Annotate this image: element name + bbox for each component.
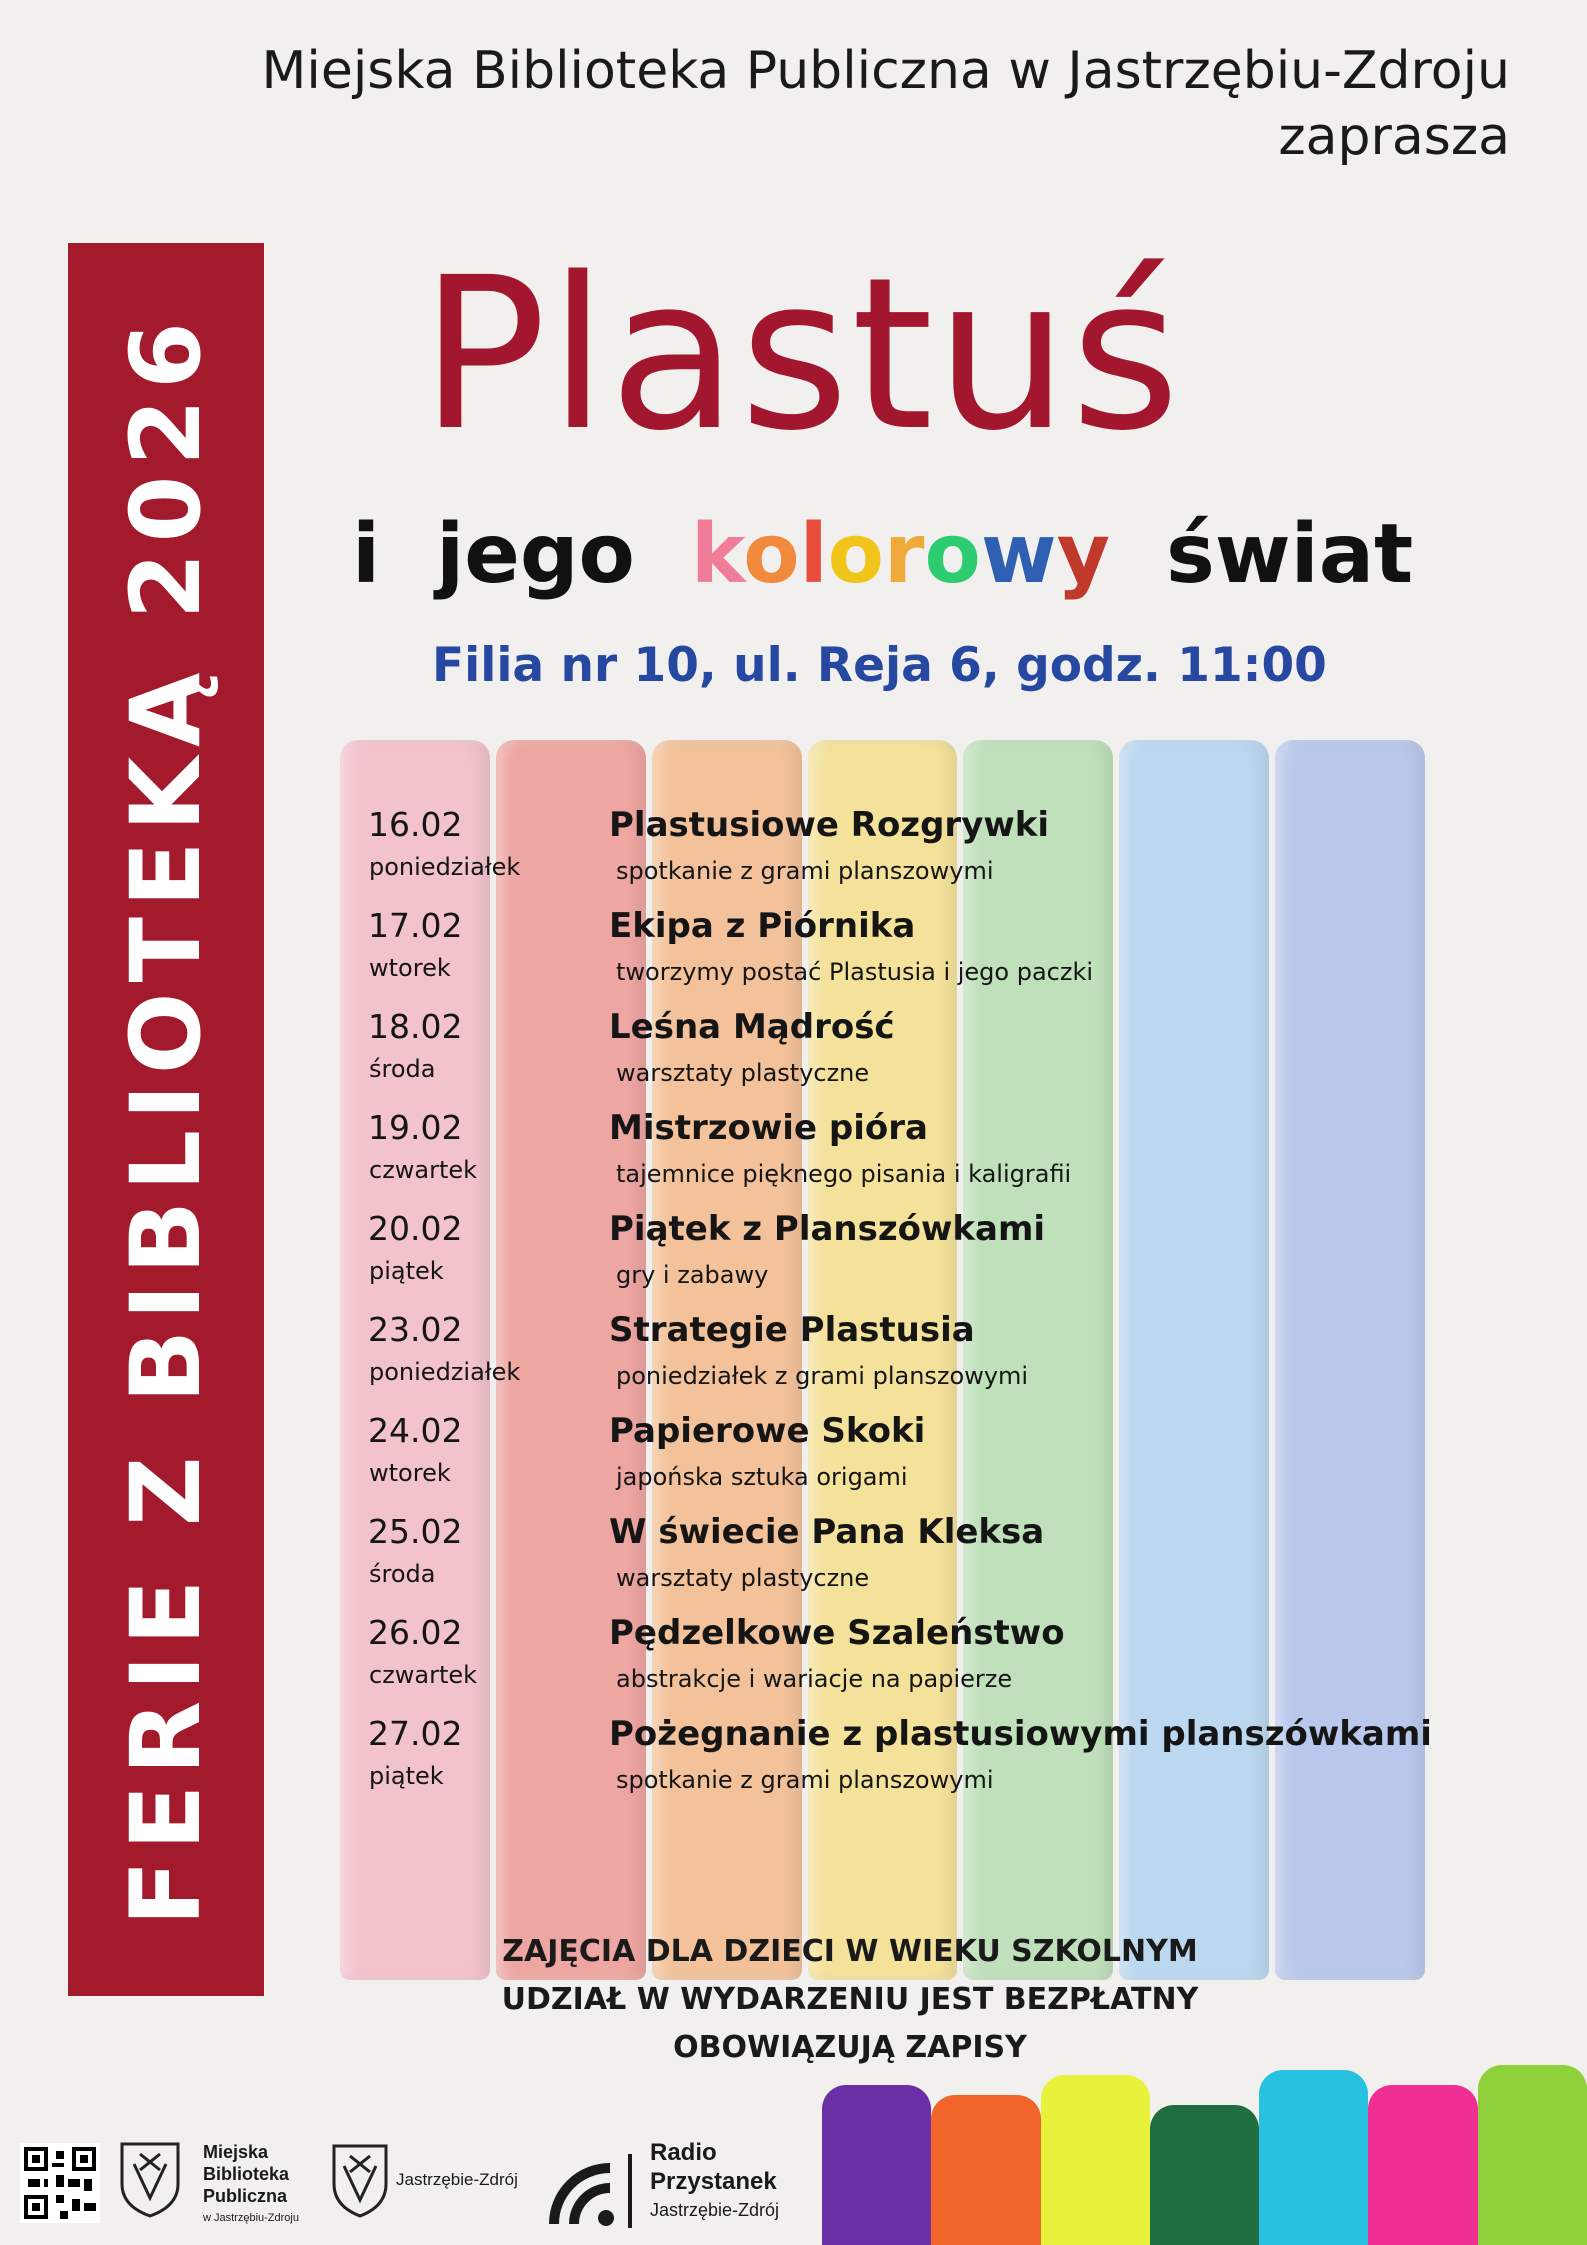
schedule-event-desc: spotkanie z grami planszowymi	[616, 1766, 994, 1794]
schedule-event-desc: tworzymy postać Plastusia i jego paczki	[616, 958, 1094, 986]
schedule-row	[368, 906, 1428, 1007]
library-logo-subline: w Jastrzębiu-Zdroju	[203, 2212, 299, 2224]
city-crest-icon	[330, 2142, 390, 2218]
schedule-row	[368, 1411, 1428, 1512]
schedule-day: piątek	[369, 1762, 444, 1790]
clay-strip	[1368, 2085, 1477, 2245]
library-logo-line: Biblioteka	[203, 2164, 290, 2184]
schedule-event-desc: tajemnice pięknego pisania i kaligrafii	[616, 1160, 1072, 1188]
schedule-row	[368, 1007, 1428, 1108]
schedule-event-name: W świecie Pana Kleksa	[609, 1512, 1045, 1552]
subtitle-word-2: jego	[436, 507, 635, 602]
clay-strip	[931, 2095, 1040, 2245]
radio-logo-text	[650, 2138, 779, 2225]
qr-code-icon[interactable]	[20, 2143, 100, 2223]
schedule-event-name: Pożegnanie z plastusiowymi planszówkami	[609, 1714, 1432, 1754]
schedule-day: wtorek	[369, 954, 451, 982]
schedule-date: 18.02	[368, 1007, 463, 1046]
schedule-date: 20.02	[368, 1209, 463, 1248]
schedule-day: środa	[369, 1560, 436, 1588]
clay-strip	[1478, 2065, 1587, 2245]
city-name: Jastrzębie-Zdrój	[396, 2170, 518, 2189]
info-line-free: UDZIAŁ W WYDARZENIU JEST BEZPŁATNY	[501, 1982, 1199, 2017]
colorful-letter: r	[884, 507, 925, 602]
schedule-event-desc: gry i zabawy	[616, 1261, 769, 1289]
schedule-event-name: Pędzelkowe Szaleństwo	[609, 1613, 1065, 1653]
radio-logo-subline: Jastrzębie-Zdrój	[650, 2200, 780, 2220]
organizer-name: Miejska Biblioteka Publiczna w Jastrzębiu-Zdroju	[261, 41, 1510, 101]
schedule-list	[368, 805, 1432, 1815]
schedule-date: 23.02	[368, 1310, 463, 1349]
subtitle-word-1: i	[352, 507, 381, 602]
schedule-event-name: Ekipa z Piórnika	[609, 906, 916, 946]
sidebar-label: FERIE Z BIBLIOTEKĄ 2026	[110, 312, 222, 1926]
schedule-event-name: Leśna Mądrość	[609, 1007, 895, 1047]
schedule-date: 16.02	[368, 805, 463, 844]
schedule-day: poniedziałek	[369, 853, 521, 881]
schedule-day: wtorek	[369, 1459, 451, 1487]
schedule-event-desc: poniedziałek z grami planszowymi	[616, 1362, 1029, 1390]
radio-logo-line: Radio	[650, 2139, 717, 2166]
schedule-event-name: Mistrzowie pióra	[609, 1108, 928, 1148]
schedule-event-name: Plastusiowe Rozgrywki	[609, 805, 1050, 845]
radio-signal-icon	[544, 2148, 634, 2228]
schedule-event-name: Papierowe Skoki	[609, 1411, 926, 1451]
info-block	[400, 1928, 1300, 2072]
schedule-day: poniedziałek	[369, 1358, 521, 1386]
colorful-letter: w	[980, 507, 1057, 602]
clay-strip	[822, 2085, 931, 2245]
schedule-date: 17.02	[368, 906, 463, 945]
schedule-date: 26.02	[368, 1613, 463, 1652]
event-location: Filia nr 10, ul. Reja 6, godz. 11:00	[432, 638, 1327, 693]
info-line-age: ZAJĘCIA DLA DZIECI W WIEKU SZKOLNYM	[502, 1934, 1198, 1969]
schedule-row	[368, 1512, 1428, 1613]
schedule-day: środa	[369, 1055, 436, 1083]
colorful-letter: o	[924, 507, 981, 602]
organizer-block	[60, 38, 1510, 170]
schedule-event-desc: warsztaty plastyczne	[616, 1059, 870, 1087]
schedule-row	[368, 1714, 1432, 1815]
schedule-date: 25.02	[368, 1512, 463, 1551]
schedule-day: czwartek	[369, 1156, 478, 1184]
schedule-event-desc: japońska sztuka origami	[616, 1463, 908, 1491]
schedule-event-desc: warsztaty plastyczne	[616, 1564, 870, 1592]
colorful-letter: o	[827, 507, 885, 602]
schedule-event-desc: abstrakcje i wariacje na papierze	[616, 1665, 1013, 1693]
clay-strip	[1041, 2075, 1150, 2245]
clay-strip	[1150, 2105, 1259, 2245]
schedule-row	[368, 1209, 1428, 1310]
colorful-letter: y	[1056, 507, 1111, 602]
info-line-registration: OBOWIĄZUJĄ ZAPISY	[673, 2030, 1027, 2065]
schedule-date: 27.02	[368, 1714, 463, 1753]
subtitle-word-colorful	[691, 507, 1110, 602]
library-logo-line: Miejska	[203, 2142, 269, 2162]
schedule-event-name: Strategie Plastusia	[609, 1310, 975, 1350]
schedule-row	[368, 1108, 1428, 1209]
colorful-letter: l	[799, 507, 828, 602]
subtitle-word-4: świat	[1166, 507, 1414, 602]
schedule-row	[368, 805, 1428, 906]
subtitle	[352, 505, 1413, 605]
schedule-event-name: Piątek z Planszówkami	[609, 1209, 1046, 1249]
schedule-day: piątek	[369, 1257, 444, 1285]
schedule-date: 24.02	[368, 1411, 463, 1450]
library-crest-icon	[118, 2140, 182, 2218]
schedule-day: czwartek	[369, 1661, 478, 1689]
schedule-event-desc: spotkanie z grami planszowymi	[616, 857, 994, 885]
clay-strip	[1259, 2070, 1368, 2245]
schedule-row	[368, 1310, 1428, 1411]
library-logo-line: Publiczna	[203, 2186, 288, 2206]
colorful-letter: k	[690, 507, 744, 602]
plasticine-strips-photo	[822, 2062, 1587, 2245]
schedule-date: 19.02	[368, 1108, 463, 1147]
schedule-row	[368, 1613, 1428, 1714]
page-title: Plastuś	[420, 232, 1182, 477]
library-logo-text	[203, 2141, 299, 2229]
radio-logo-line: Przystanek	[650, 2168, 777, 2195]
colorful-letter: o	[743, 507, 800, 602]
organizer-invites: zaprasza	[1278, 107, 1510, 167]
